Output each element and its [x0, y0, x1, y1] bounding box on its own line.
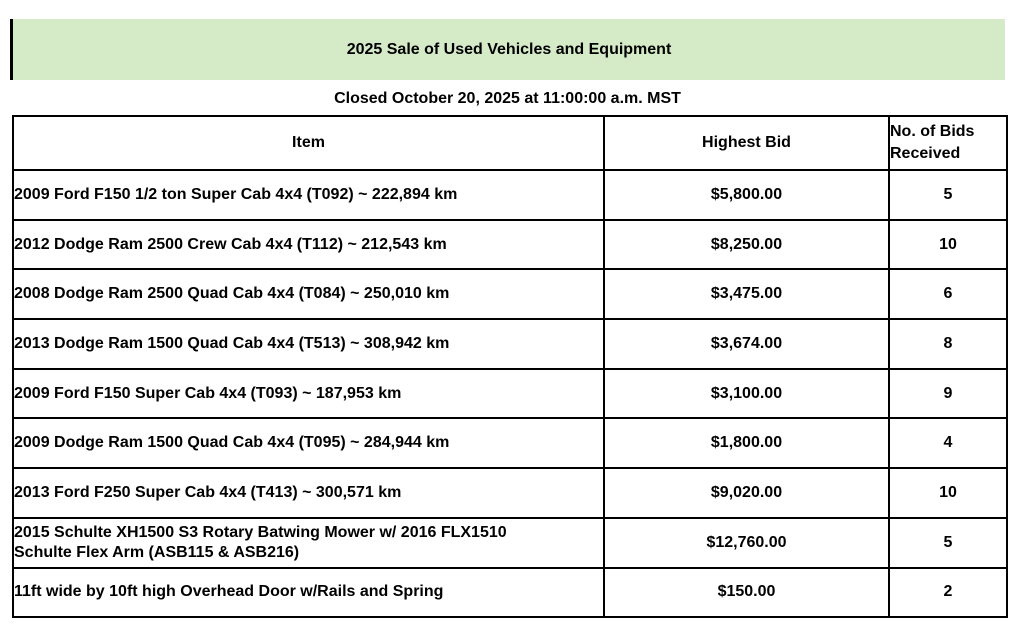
- item-cell-line1: 2015 Schulte XH1500 S3 Rotary Batwing Mower w/ 2016 FLX1510: [14, 523, 507, 541]
- column-header-highest-bid: Highest Bid: [604, 116, 889, 170]
- num-bids-cell: 5: [889, 518, 1007, 568]
- highest-bid-cell: $9,020.00: [604, 468, 889, 518]
- column-header-num-bids: [889, 116, 1007, 170]
- item-cell: 2012 Dodge Ram 2500 Crew Cab 4x4 (T112) ~ 212,543 km: [13, 220, 604, 270]
- table-row: [13, 518, 1007, 568]
- highest-bid-cell: $150.00: [604, 568, 889, 618]
- item-cell: 2013 Ford F250 Super Cab 4x4 (T413) ~ 300,571 km: [13, 468, 604, 518]
- table-row: [13, 269, 1007, 319]
- highest-bid-cell: $8,250.00: [604, 220, 889, 270]
- table-row: [13, 170, 1007, 220]
- num-bids-cell: 10: [889, 468, 1007, 518]
- item-cell-line2: Schulte Flex Arm (ASB115 & ASB216): [14, 543, 300, 561]
- highest-bid-cell: $3,100.00: [604, 369, 889, 419]
- table-row: [13, 568, 1007, 618]
- item-cell: 2009 Ford F150 1/2 ton Super Cab 4x4 (T092) ~ 222,894 km: [13, 170, 604, 220]
- closing-time-subtitle: Closed October 20, 2025 at 11:00:00 a.m. MST: [334, 90, 681, 107]
- column-header-num-bids-line1: No. of Bids: [890, 123, 975, 140]
- item-cell: 2009 Dodge Ram 1500 Quad Cab 4x4 (T095) ~ 284,944 km: [13, 418, 604, 468]
- table-row: [13, 369, 1007, 419]
- item-cell: 2009 Ford F150 Super Cab 4x4 (T093) ~ 187,953 km: [13, 369, 604, 419]
- highest-bid-cell: $3,475.00: [604, 269, 889, 319]
- table-header-row: [13, 116, 1007, 170]
- num-bids-cell: 4: [889, 418, 1007, 468]
- item-cell: 2008 Dodge Ram 2500 Quad Cab 4x4 (T084) ~ 250,010 km: [13, 269, 604, 319]
- highest-bid-cell: $12,760.00: [604, 518, 889, 568]
- item-cell: 11ft wide by 10ft high Overhead Door w/Rails and Spring: [13, 568, 604, 618]
- page-title: 2025 Sale of Used Vehicles and Equipment: [10, 19, 1005, 80]
- table-row: [13, 220, 1007, 270]
- num-bids-cell: 8: [889, 319, 1007, 369]
- num-bids-cell: 2: [889, 568, 1007, 618]
- table-row: [13, 468, 1007, 518]
- highest-bid-cell: $5,800.00: [604, 170, 889, 220]
- highest-bid-cell: $3,674.00: [604, 319, 889, 369]
- num-bids-cell: 10: [889, 220, 1007, 270]
- num-bids-cell: 5: [889, 170, 1007, 220]
- num-bids-cell: 6: [889, 269, 1007, 319]
- column-header-num-bids-line2: Received: [890, 145, 961, 162]
- highest-bid-cell: $1,800.00: [604, 418, 889, 468]
- column-header-item: Item: [13, 116, 604, 170]
- item-cell: [13, 518, 604, 568]
- bids-table: [12, 115, 1008, 618]
- item-cell: 2013 Dodge Ram 1500 Quad Cab 4x4 (T513) ~ 308,942 km: [13, 319, 604, 369]
- table-row: [13, 319, 1007, 369]
- table-row: [13, 418, 1007, 468]
- num-bids-cell: 9: [889, 369, 1007, 419]
